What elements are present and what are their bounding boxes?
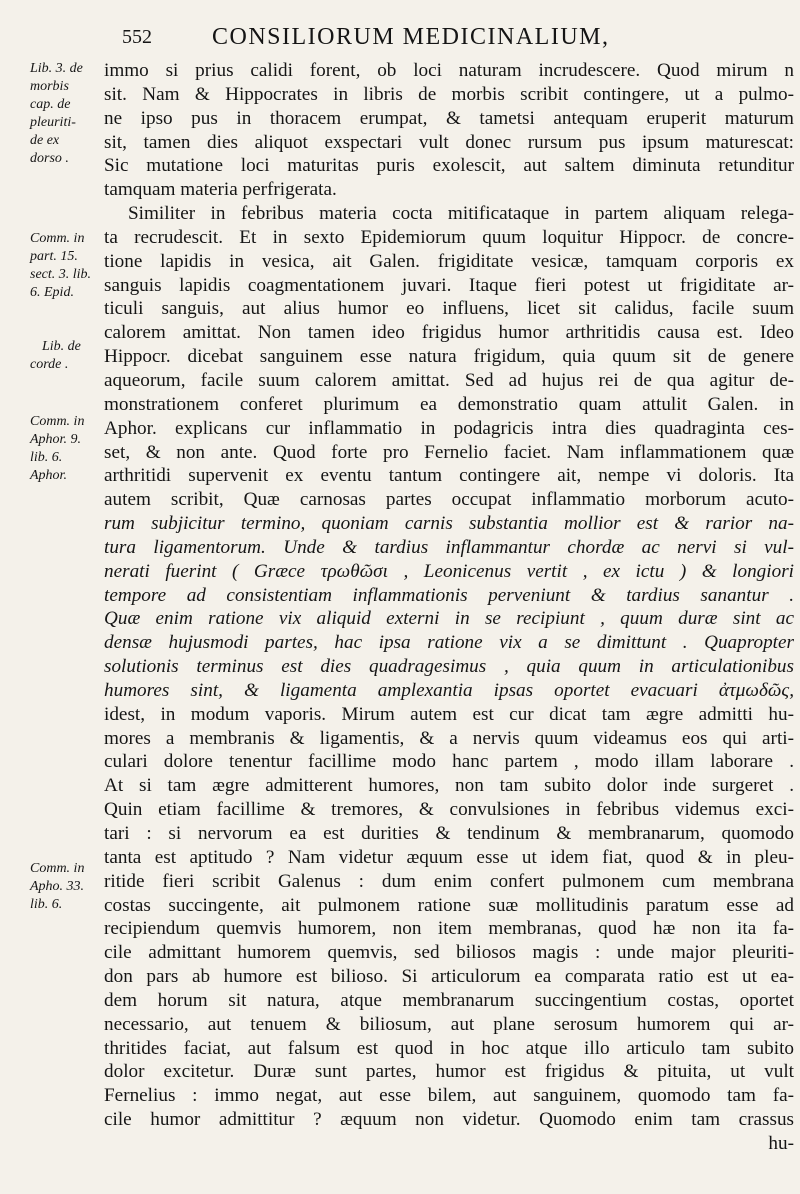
- body-line: calorem amittat. Non tamen ideo frigidus humor arthritidis causa est. Ideo: [104, 322, 794, 344]
- body-line: nerati fuerint ( Græce τρωθῶσι , Leonicenus vertit , ex ictu ) & longiori: [104, 560, 794, 582]
- body-line: recipiendum quemvis humorem, non item membranas, quod hæ non ita fa-: [104, 918, 794, 940]
- body-line: solutionis terminus est dies quadragesimus , quia quum in articulationibus: [104, 656, 794, 678]
- page-number: 552: [122, 26, 152, 48]
- body-line: tione lapidis in vesica, ait Galen. frigiditate vesicæ, tamquam corporis ex: [104, 250, 794, 272]
- margin-note-line: Comm. in: [30, 231, 85, 246]
- margin-note: [30, 230, 104, 302]
- body-line: ta recrudescit. Et in sexto Epidemiorum quum loquitur Hippocr. de concre-: [104, 226, 794, 248]
- body-line: Sic mutatione loci maturitas puris exolescit, aut saltem diminuta retunditur: [104, 155, 794, 177]
- body-line: tari : si nervorum ea est durities & tendinum & membranarum, quomodo: [104, 823, 794, 844]
- body-line: sanguis lapidis coagmentationem juvari. Itaque fieri potest ut frigiditate ar-: [104, 274, 794, 296]
- body-line: ticuli sanguis, aut alius humor eo influens, licet sit calidus, facile suum: [104, 298, 794, 320]
- body-line: set, & non ante. Quod forte pro Fernelio faciet. Nam inflammationem quæ: [104, 441, 794, 463]
- body-line: At si tam ægre admitterent humores, non tam subito dolor inde surgeret .: [104, 775, 794, 797]
- body-line: aqueorum, facile suum calorem amittat. Sed ad hujus rei de qua agitur de-: [104, 369, 794, 391]
- body-line: dolor excitetur. Duræ sunt partes, humor est frigidus & pituita, ut vult: [104, 1061, 794, 1083]
- body-line: autem scribit, Quæ carnosas partes occupat inflammatio morborum acuto-: [104, 489, 794, 511]
- body-line: humores sint, & ligamenta amplexantia ipsas oportet evacuari ἀτμωδῶς,: [104, 679, 794, 701]
- margin-notes: [0, 0, 100, 1194]
- body-line: densæ hujusmodi partes, hac ipsa ratione vix a se dimittunt . Quapropter: [104, 632, 794, 654]
- margin-note-line: de ex: [30, 133, 60, 148]
- body-text: [104, 59, 794, 1156]
- body-line: Hippocr. dicebat sanguinem esse natura frigidum, quia quum sit de genere: [104, 346, 794, 368]
- body-line: costas succingente, ait pulmonem ratione suæ mollitudinis paratum esse ad: [104, 894, 794, 916]
- body-line: rum subjicitur termino, quoniam carnis substantia mollior est & rarior na-: [104, 513, 794, 535]
- body-line: tanta est aptitudo ? Nam videtur æquum esse ut idem fiat, quod & in pleu-: [104, 846, 794, 868]
- body-line: cile humor admittitur ? æquum non videtur. Quomodo enim tam crassus: [104, 1109, 794, 1131]
- margin-note-line: pleuriti-: [30, 115, 76, 130]
- body-line: ne ipso pus in thoracem erumpat, & tametsi antequam eruperit maturum: [104, 107, 794, 129]
- margin-note-line: Comm. in: [30, 861, 85, 876]
- margin-note: [30, 860, 104, 914]
- margin-note-line: dorso .: [30, 151, 69, 166]
- body-line: cile admittant humorem quemvis, sed biliosos magis : unde major pleuriti-: [104, 942, 794, 964]
- margin-note-line: Lib. de: [42, 339, 81, 354]
- body-line: arthritidi supervenit ex eventu tantum contingere ait, nempe vi doloris. Ita: [104, 465, 794, 487]
- margin-note-line: 6. Epid.: [30, 285, 74, 300]
- body-line: Fernelius : immo negat, aut esse bilem, aut sanguinem, quomodo tam fa-: [104, 1085, 794, 1107]
- margin-note-line: lib. 6.: [30, 450, 63, 465]
- body-line: mores a membranis & ligamentis, & a nervis quum videamus eos qui arti-: [104, 727, 794, 749]
- margin-note-line: sect. 3. lib.: [30, 267, 92, 282]
- margin-note-line: cap. de: [30, 97, 71, 112]
- margin-note: [30, 413, 104, 485]
- running-head: CONSILIORUM MEDICINALIUM,: [212, 24, 610, 50]
- body-line: Quin etiam facillime & tremores, & convulsiones in febribus videmus exci-: [104, 799, 794, 821]
- body-line: Aphor. explicans cur inflammatio in podagricis intra dies quadraginta ces-: [104, 417, 794, 439]
- margin-note-line: Aphor.: [30, 468, 67, 483]
- margin-note: [30, 338, 104, 374]
- margin-note-line: corde .: [30, 357, 69, 372]
- body-line: immo si prius calidi forent, ob loci naturam incrudescere. Quod mirum n: [104, 60, 794, 81]
- body-line: monstrationem conferet plurimum ea demonstratio quam attulit Galen. in: [104, 393, 794, 415]
- body-line: tamquam materia perfrigerata.: [104, 179, 337, 201]
- body-line: dem horum sit natura, atque membranarum succingentium costas, oportet: [104, 989, 794, 1011]
- body-line: sit, tamen dies aliquot exspectari vult donec rursum pus ipsum maturescat:: [104, 131, 794, 153]
- margin-note: [30, 60, 104, 168]
- body-line: thritides faciat, aut falsum est quod in hoc atque illo articulo tam subito: [104, 1037, 794, 1059]
- body-line: ritide fieri scribit Galenus : dum enim confert pulmonem cum membrana: [104, 870, 794, 892]
- body-line: tempore ad consistentiam inflammationis perveniunt & tardius sanantur .: [104, 584, 794, 606]
- body-line: Quæ enim ratione vix aliquid externi in se recipiunt , quum duræ sint ac: [104, 608, 794, 630]
- catchword: hu-: [768, 1132, 794, 1154]
- margin-note-line: Aphor. 9.: [30, 432, 81, 447]
- margin-note-line: Apho. 33.: [30, 879, 85, 894]
- body-line: sit. Nam & Hippocrates in libris de morbis scribit contingere, ut a pulmo-: [104, 83, 794, 105]
- margin-note-line: lib. 6.: [30, 897, 63, 912]
- margin-note-line: Comm. in: [30, 414, 85, 429]
- body-line: necessario, aut tenuem & biliosum, aut plane serosum humorem qui ar-: [104, 1013, 794, 1035]
- margin-note-line: morbis: [30, 79, 69, 94]
- body-line: tura ligamentorum. Unde & tardius inflammantur chordæ ac nervi si vul-: [104, 536, 794, 558]
- margin-note-line: Lib. 3. de: [30, 61, 83, 76]
- body-line: culari dolore tenentur facillime modo hanc partem , modo illam laborare .: [104, 751, 794, 773]
- margin-note-line: part. 15.: [30, 249, 78, 264]
- body-line: don pars ab humore est bilioso. Si articulorum ea comparata ratio est ut ea-: [104, 966, 794, 988]
- body-line: Similiter in febribus materia cocta mitificataque in partem aliquam relega-: [128, 203, 794, 225]
- body-line: idest, in modum vaporis. Mirum autem est cur dicat tam ægre admitti hu-: [104, 703, 794, 725]
